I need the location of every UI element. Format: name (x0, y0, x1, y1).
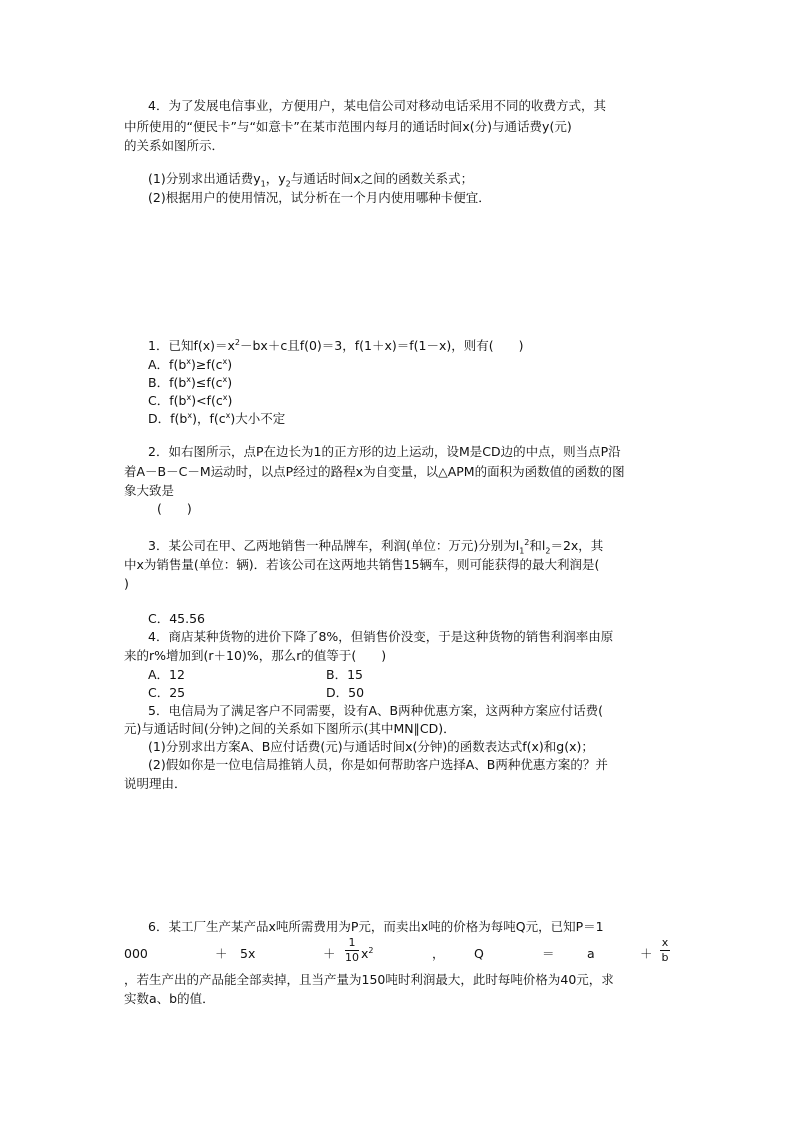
q1-a-end: ) (227, 357, 233, 372)
q4b-option-a: A．12 (148, 667, 185, 682)
q1-c-sup1: x (186, 392, 192, 402)
q6-text-line3: ，若生产出的产品能全部卖掉，且当产量为150吨时利润最大，此时每吨价格为40元，求 (124, 972, 614, 987)
q6-term-1000: 000 (124, 946, 148, 961)
q6-x2-base: x (361, 946, 369, 961)
q4-sub1-sub2: 2 (285, 179, 291, 189)
q6-Q: Q (474, 946, 484, 961)
q5-text-line1: 5．电信局为了满足客户不同需要，设有A、B两种优惠方案，这两种方案应付话费( (148, 703, 603, 718)
q6-frac2-numerator: x (661, 936, 669, 949)
q1-a-mid: )≥f(c (191, 357, 223, 372)
q1-option-c (148, 392, 232, 410)
q1-d-pre: D．f(b (148, 411, 188, 426)
q1-option-d (148, 410, 285, 428)
q4b-text-line2: 来的r%增加到(r＋10)%，那么r的值等于( ) (124, 648, 387, 663)
q4-sub1-post: 与通话时间x之间的函数关系式； (290, 171, 474, 186)
q1-c-sup2: x (222, 392, 228, 402)
q4-subquestion-1 (148, 170, 473, 188)
q6-plus-2: ＋ (640, 946, 653, 961)
q1-option-b (148, 374, 232, 392)
q3-text-line3: ) (124, 576, 129, 591)
q1-b-pre: B．f(b (148, 375, 187, 390)
q5-text-line2: 元)与通话时间(分钟)之间的关系如下图所示(其中MN∥CD)． (124, 721, 456, 736)
q2-answer-blank: ( ) (157, 501, 192, 516)
q6-text-line4: 实数a、b的值． (124, 991, 215, 1006)
q6-x2-sup: 2 (368, 945, 374, 955)
q4-text-line1: 4．为了发展电信事业，方便用户，某电信公司对移动电话采用不同的收费方式，其 (148, 98, 606, 113)
q3-text-line2: 中x为销售量(单位：辆)．若该公司在这两地共销售15辆车，则可能获得的最大利润是( (124, 557, 600, 572)
q6-x-squared (361, 945, 374, 963)
q3-line1-post: ＝2x，其 (550, 538, 604, 553)
q3-text-line1 (148, 537, 603, 555)
q1-stem-sup: 2 (234, 337, 240, 347)
q1-a-pre: A．f(b (148, 357, 187, 372)
q1-a-sup1: x (186, 356, 191, 366)
q4-sub1-pre: (1)分别求出通话费y (148, 171, 261, 186)
q6-frac1-numerator: 1 (348, 936, 356, 949)
q2-text-line3: 象大致是 (124, 483, 175, 498)
q6-frac1-denominator: 10 (345, 951, 359, 964)
q1-stem (148, 337, 524, 355)
q3-line1-sub1: 1 (519, 546, 525, 556)
q1-b-end: ) (227, 375, 233, 390)
q6-fraction-x-b (660, 937, 670, 964)
q6-fraction-1-10 (345, 937, 359, 964)
q4-sub1-sub1: 1 (260, 179, 266, 189)
q1-option-a (148, 356, 232, 374)
q4-sub1-mid: ，y (265, 171, 286, 186)
q1-d-sup2: x (225, 410, 231, 420)
q1-b-sup1: x (186, 374, 192, 384)
q1-b-sup2: x (222, 374, 228, 384)
q4-text-line2: 中所使用的“便民卡”与“如意卡”在某市范围内每月的通话时间x(分)与通话费y(元) (124, 119, 572, 134)
q1-d-sup1: x (187, 410, 193, 420)
q3-option-c: C．45.56 (148, 611, 206, 626)
q5-subquestion-2b: 说明理由． (124, 776, 187, 791)
q2-text-line1: 2．如右图所示，点P在边长为1的正方形的边上运动，设M是CD边的中点，则当点P沿 (148, 444, 621, 459)
q3-line1-sub2: 2 (545, 546, 551, 556)
q4b-option-d: D．50 (326, 685, 365, 700)
q4b-option-b: B．15 (326, 667, 363, 682)
q5-subquestion-1: (1)分别求出方案A、B应付话费(元)与通话时间x(分钟)的函数表达式f(x)和g(x)； (148, 739, 594, 754)
q6-frac2-denominator: b (661, 951, 669, 964)
q4b-option-c: C．25 (148, 685, 186, 700)
q6-comma: ， (432, 946, 445, 961)
q3-line1-mid: 和l (529, 538, 546, 553)
q4-subquestion-2: (2)根据用户的使用情况，试分析在一个月内使用哪种卡便宜． (148, 190, 491, 205)
q1-c-end: ) (227, 393, 233, 408)
q1-a-sup2: x (222, 356, 228, 366)
q1-stem-post: －bx＋c且f(0)＝3，f(1＋x)＝f(1－x)，则有( ) (240, 338, 524, 353)
q1-c-pre: C．f(b (148, 393, 187, 408)
q1-d-mid: )，f(c (192, 411, 226, 426)
q1-c-mid: )<f(c (191, 393, 223, 408)
q1-d-end: )大小不定 (230, 411, 286, 426)
q6-text-line1: 6．某工厂生产某产品x吨所需费用为P元，而卖出x吨的价格为每吨Q元，已知P＝1 (148, 919, 604, 934)
q4b-text-line1: 4．商店某种货物的进价下降了8%，但销售价没变，于是这种货物的销售利润率由原 (148, 629, 614, 644)
q6-equals: ＝ (542, 946, 555, 961)
q1-b-mid: )≤f(c (191, 375, 223, 390)
q3-line1-pre: 3．某公司在甲、乙两地销售一种品牌车，利润(单位：万元)分别为l (148, 538, 520, 553)
q2-text-line2: 着A－B－C－M运动时，以点P经过的路程x为自变量，以△APM的面积为函数值的函数的图 (124, 464, 625, 479)
q4-text-line3: 的关系如图所示． (124, 138, 225, 153)
q6-plus-1: ＋ (323, 946, 336, 961)
q6-term-5x: ＋ 5x (215, 946, 256, 961)
q1-stem-pre: 1．已知f(x)＝x (148, 338, 235, 353)
q5-subquestion-2a: (2)假如你是一位电信局推销人员，你是如何帮助客户选择A、B两种优惠方案的？并 (148, 757, 608, 772)
q3-line1-sup: 2 (524, 537, 530, 547)
q6-a: a (587, 946, 595, 961)
